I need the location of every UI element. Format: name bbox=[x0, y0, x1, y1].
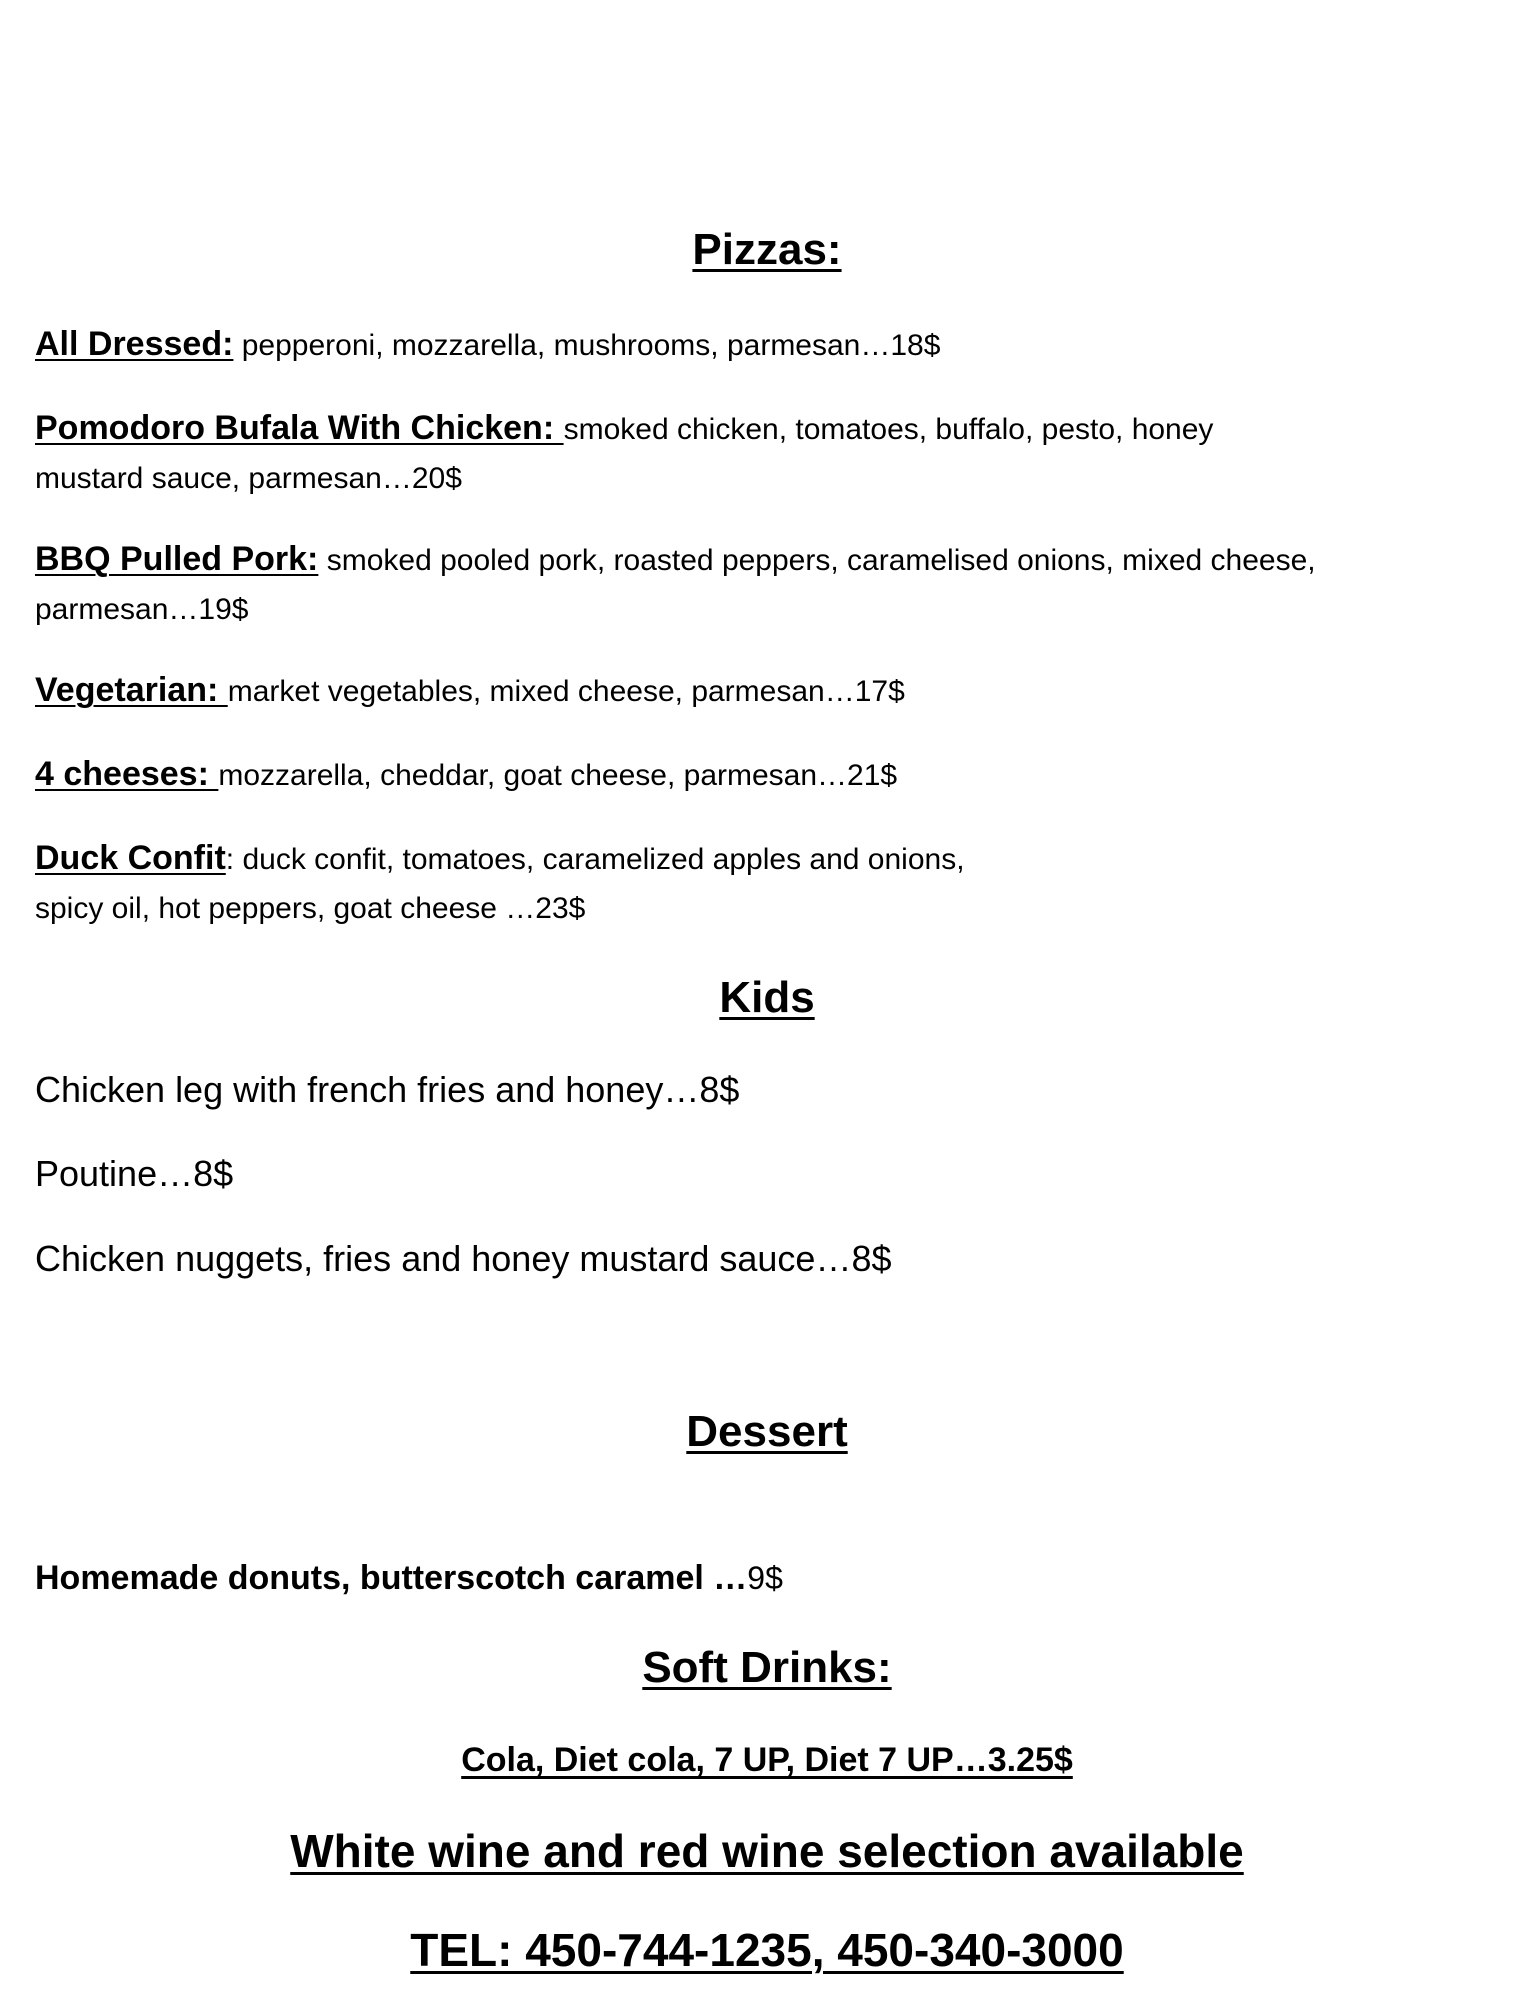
dessert-name: Homemade donuts, butterscotch caramel … bbox=[35, 1559, 748, 1597]
pizza-description: : duck confit, tomatoes, caramelized apples and onions, bbox=[225, 843, 965, 876]
dessert-price: 9$ bbox=[747, 1560, 783, 1596]
pizza-item-pomodoro-bufala bbox=[35, 404, 1499, 503]
pizza-description-continued: spicy oil, hot peppers, goat cheese …23$ bbox=[35, 892, 586, 925]
pizza-description: smoked chicken, tomatoes, buffalo, pesto, honey bbox=[563, 413, 1214, 446]
wine-note bbox=[35, 1822, 1499, 1880]
pizza-name: Duck Confit bbox=[35, 839, 226, 877]
pizza-name: Vegetarian: bbox=[35, 671, 228, 709]
pizza-item-all-dressed bbox=[35, 320, 1499, 370]
pizza-item-vegetarian bbox=[35, 666, 1499, 716]
pizza-item-4-cheeses bbox=[35, 750, 1499, 800]
kids-heading-text: Kids bbox=[719, 973, 815, 1022]
soft-drinks-list bbox=[35, 1738, 1499, 1782]
soft-drinks-heading-text: Soft Drinks: bbox=[642, 1643, 892, 1692]
dessert-heading bbox=[35, 1404, 1499, 1460]
pizza-description-continued: parmesan…19$ bbox=[35, 593, 249, 626]
pizzas-heading bbox=[35, 222, 1499, 278]
soft-drinks-heading bbox=[35, 1640, 1499, 1696]
pizza-description: pepperoni, mozzarella, mushrooms, parmesan…18$ bbox=[233, 329, 941, 362]
pizza-name: BBQ Pulled Pork: bbox=[35, 540, 319, 578]
pizza-item-bbq-pulled-pork bbox=[35, 535, 1499, 634]
pizza-name: 4 cheeses: bbox=[35, 755, 219, 793]
phone-line bbox=[35, 1921, 1499, 1979]
soft-drinks-list-text: Cola, Diet cola, 7 UP, Diet 7 UP…3.25$ bbox=[461, 1741, 1073, 1779]
pizza-name: All Dressed: bbox=[35, 325, 234, 363]
dessert-item bbox=[35, 1556, 783, 1600]
pizza-name: Pomodoro Bufala With Chicken: bbox=[35, 409, 564, 447]
pizza-description-continued: mustard sauce, parmesan…20$ bbox=[35, 462, 462, 495]
kids-item: Chicken leg with french fries and honey…8$ bbox=[35, 1069, 740, 1110]
kids-item: Chicken nuggets, fries and honey mustard sauce…8$ bbox=[35, 1238, 892, 1279]
kids-heading bbox=[35, 970, 1499, 1026]
pizza-item-duck-confit bbox=[35, 834, 1499, 933]
kids-item: Poutine…8$ bbox=[35, 1153, 234, 1194]
pizza-description: market vegetables, mixed cheese, parmesan…17$ bbox=[227, 675, 905, 708]
pizza-description: mozzarella, cheddar, goat cheese, parmesan…21$ bbox=[218, 759, 898, 792]
pizzas-heading-text: Pizzas: bbox=[692, 225, 842, 274]
phone-text: TEL: 450-744-1235, 450-340-3000 bbox=[410, 1924, 1124, 1976]
wine-note-text: White wine and red wine selection available bbox=[290, 1825, 1244, 1877]
dessert-heading-text: Dessert bbox=[686, 1407, 848, 1456]
pizza-description: smoked pooled pork, roasted peppers, caramelised onions, mixed cheese, bbox=[318, 544, 1316, 577]
